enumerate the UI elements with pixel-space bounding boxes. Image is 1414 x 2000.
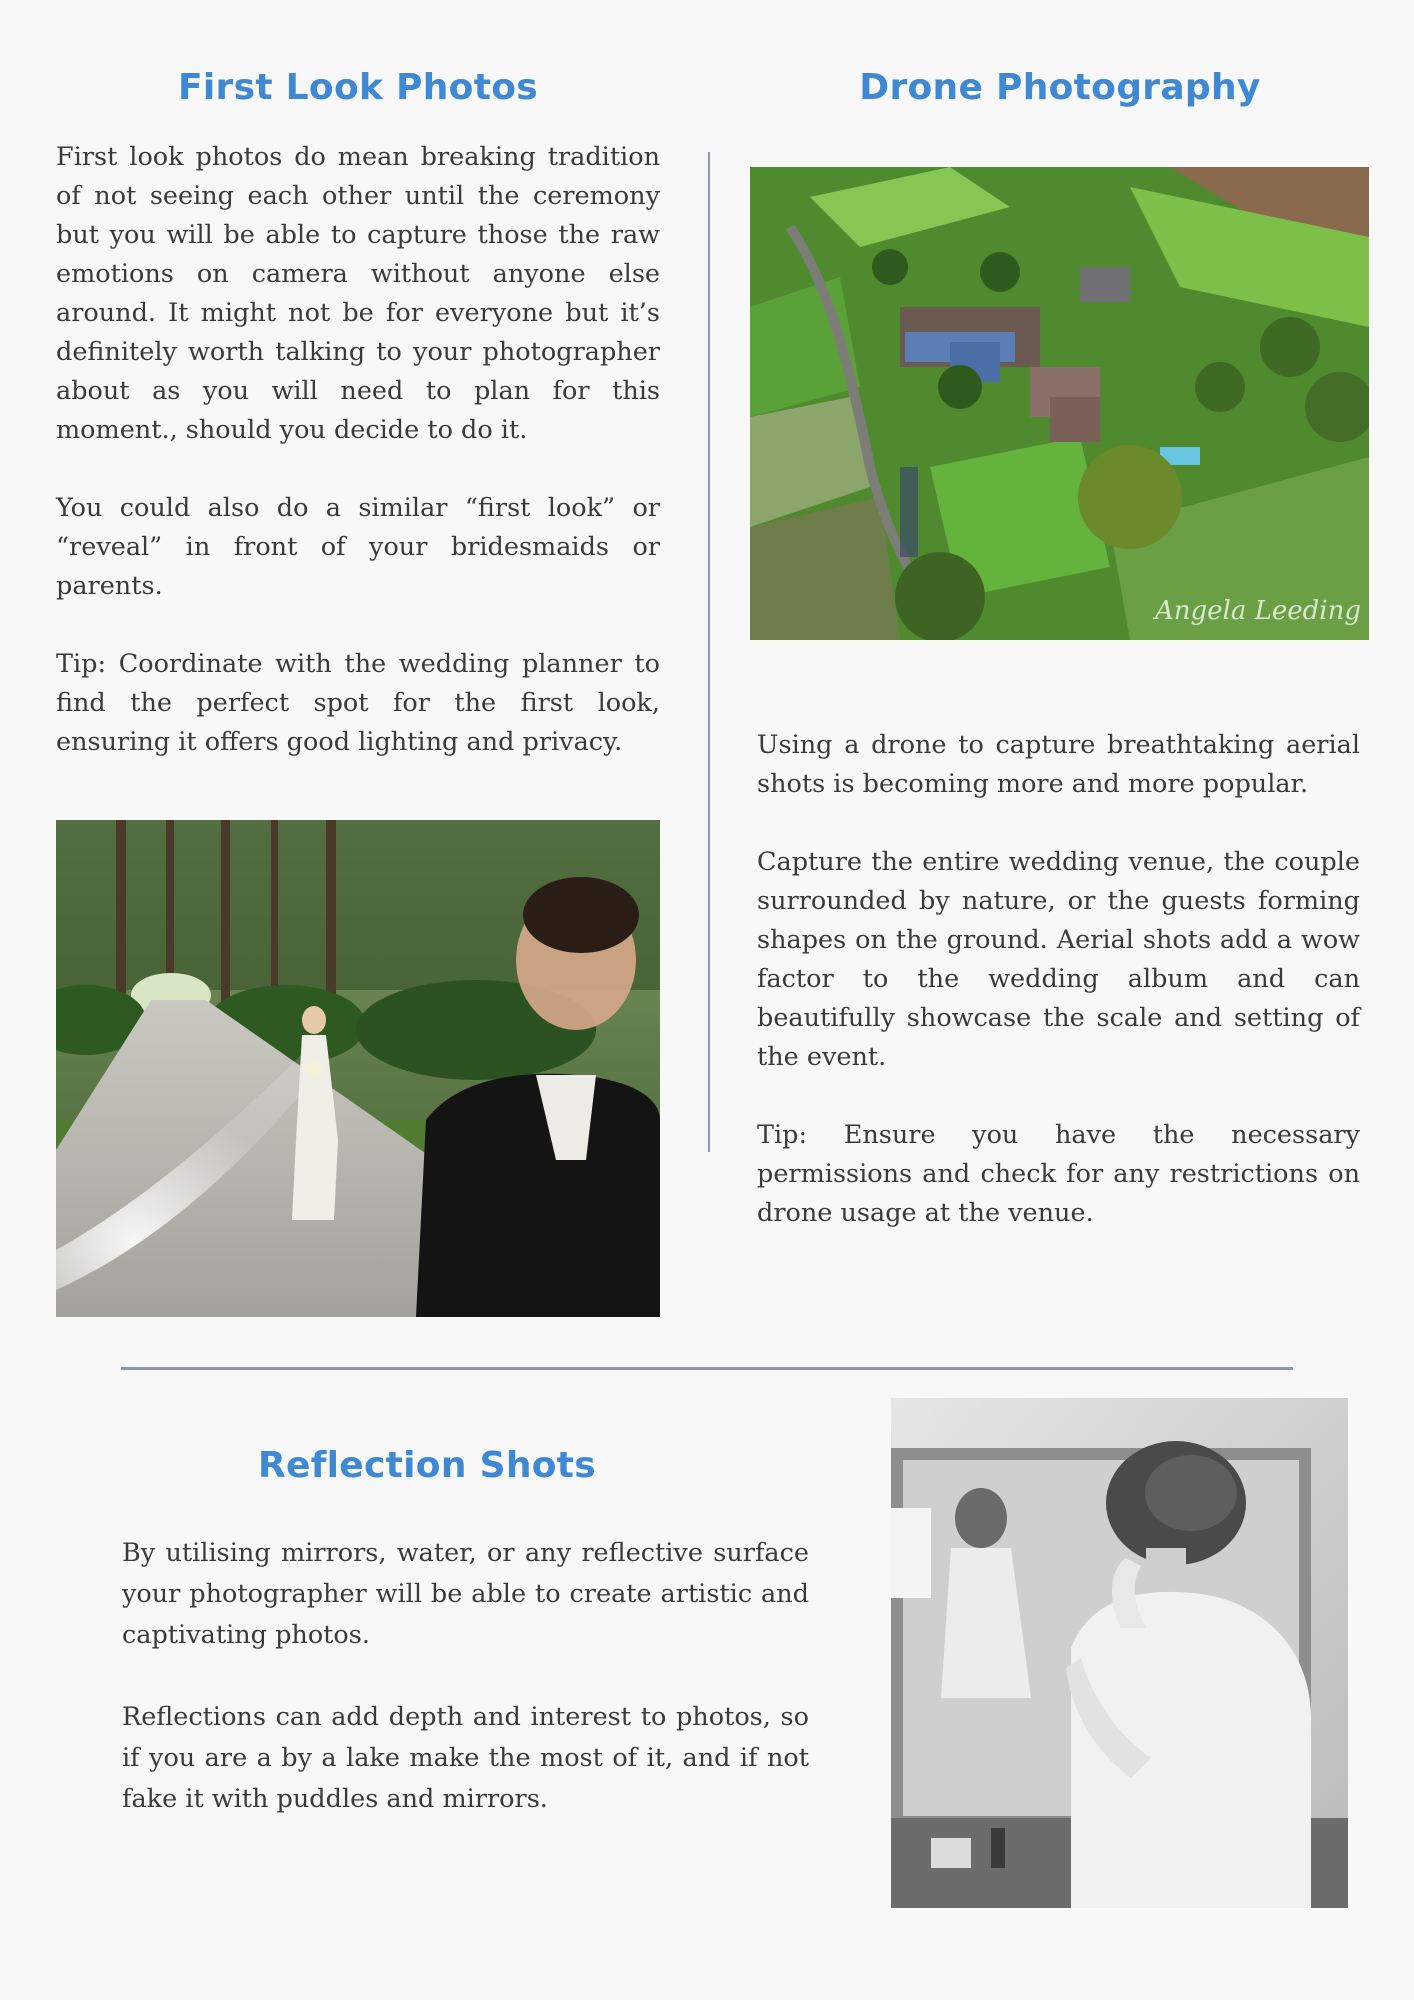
section-divider <box>121 1367 1293 1370</box>
first-look-paragraph-2: You could also do a similar “first look” or “reveal” in front of your bridesmaids or parents. <box>56 493 660 601</box>
drone-text <box>757 726 1360 1233</box>
reflection-paragraph-2: Reflections can add depth and interest to photos, so if you are a by a lake make the most of it, and if not fake it with puddles and mirrors. <box>122 1702 809 1814</box>
reflection-photo <box>891 1398 1348 1908</box>
column-divider <box>708 152 710 1152</box>
drone-photo <box>750 167 1369 640</box>
first-look-paragraph-1: First look photos do mean breaking tradition of not seeing each other until the ceremony but you will be able to capture those the raw emotions on camera without anyone else around. It might not be for everyone but it’s definitely worth talking to your photographer about as you will need to plan for this moment., should you decide to do it. <box>56 142 660 445</box>
first-look-tip: Tip: Coordinate with the wedding planner to find the perfect spot for the first look, ensuring it offers good lighting and privacy. <box>56 649 660 757</box>
photographer-watermark: Angela Leeding <box>1154 596 1361 626</box>
drone-tip: Tip: Ensure you have the necessary permissions and check for any restrictions on drone usage at the venue. <box>757 1120 1360 1228</box>
drone-paragraph-2: Capture the entire wedding venue, the couple surrounded by nature, or the guests forming shapes on the ground. Aerial shots add a wow factor to the wedding album and can beautifully showcase the scale and setting of the event. <box>757 847 1360 1072</box>
reflection-text <box>122 1533 809 1820</box>
first-look-heading: First Look Photos <box>178 67 538 108</box>
first-look-photo <box>56 820 660 1317</box>
drone-paragraph-1: Using a drone to capture breathtaking aerial shots is becoming more and more popular. <box>757 730 1360 799</box>
reflection-paragraph-1: By utilising mirrors, water, or any reflective surface your photographer will be able to create artistic and captivating photos. <box>122 1538 809 1650</box>
drone-heading: Drone Photography <box>859 67 1261 108</box>
reflection-heading: Reflection Shots <box>257 1445 597 1486</box>
first-look-text <box>56 138 660 762</box>
